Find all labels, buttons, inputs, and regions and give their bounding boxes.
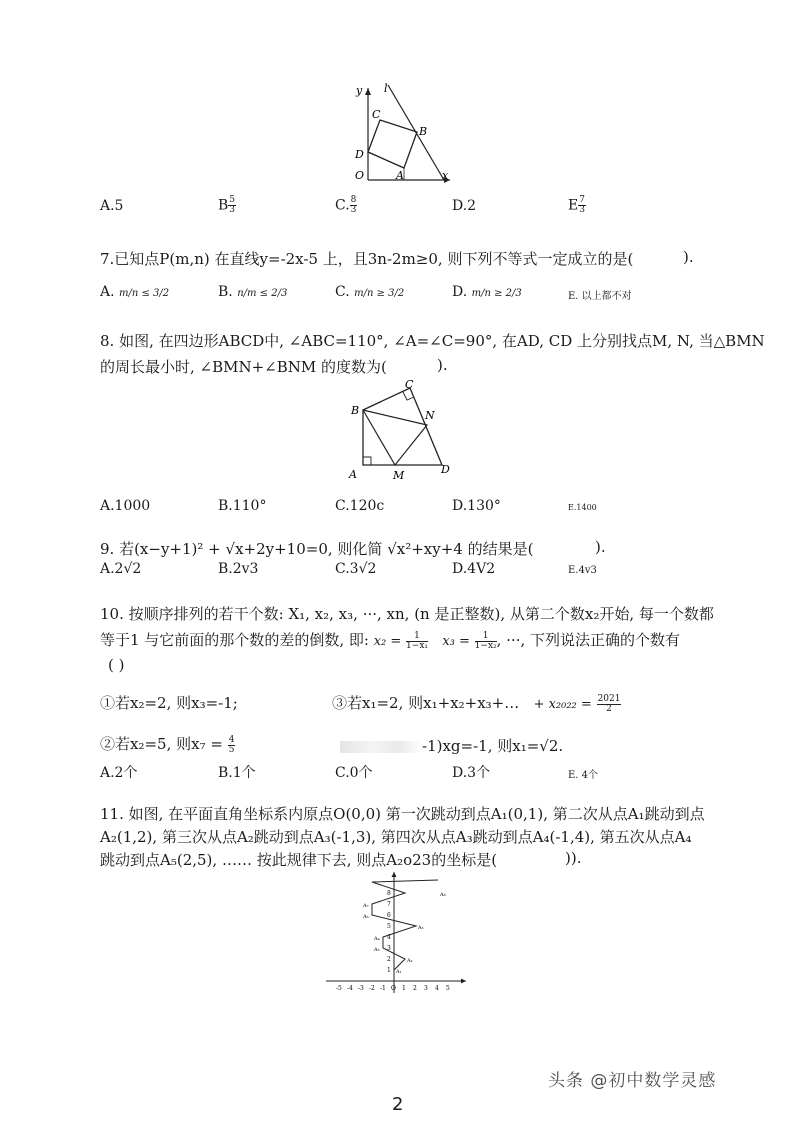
fig11-xtick-label: O	[391, 985, 396, 992]
q10-fraction-1-num: 1	[406, 632, 428, 642]
q7-option-c	[335, 284, 404, 300]
q9-option-a: A.2√2	[100, 561, 142, 577]
q10-statement-4-blurred-start	[340, 741, 422, 753]
q7-option-a-expr: m/n ≤ 3/2	[119, 288, 170, 299]
q10-statement-4-text: -1)xg=-1, 则x₁=√2.	[422, 737, 564, 755]
q7-option-a-label: A.	[100, 284, 115, 300]
q10-line1: 10. 按顺序排列的若干个数: X₁, x₂, x₃, ···, xn, (n 是正整数), 从第二个数x₂开始, 每一个数都	[100, 605, 714, 623]
q10-line2-tail: , ···, 下列说法正确的个数有	[496, 631, 681, 649]
q10-line2-text: 等于1 与它前面的那个数的差的倒数, 即:	[100, 631, 369, 649]
fig11-point-label: A₅	[418, 925, 424, 931]
q6-option-e-num: 7	[579, 195, 585, 205]
fig11-ytick-label: 1	[387, 967, 391, 974]
q10-statement-3-sum: + x₂₀₂₂ =	[533, 697, 592, 712]
fig11-xtick-label: 5	[446, 985, 450, 992]
q7-option-d-label: D.	[452, 284, 468, 300]
fig8-label-a: A	[349, 468, 357, 481]
q7-option-e: E. 以上都不对	[568, 291, 632, 302]
q10-fraction-2-num: 1	[475, 632, 497, 642]
q10-fraction-1	[406, 632, 428, 651]
q10-answer-paren: ( )	[108, 656, 125, 674]
q10-x3: x₃ =	[442, 634, 470, 649]
fig11-labels	[362, 892, 446, 975]
q9-stem: 9. 若(x−y+1)² + √x+2y+10=0, 则化简 √x²+xy+4 的结果是(	[100, 540, 534, 558]
q6-option-e-den: 3	[579, 205, 585, 215]
fig11-xtick-label: 1	[402, 985, 406, 992]
q6-option-d: D.2	[452, 198, 477, 214]
fig11-xtick-label: -2	[369, 985, 375, 992]
q8-option-e: E.1400	[568, 503, 597, 512]
fig11-xtick-label: 3	[424, 985, 428, 992]
fig11-ytick-label: 6	[387, 912, 391, 919]
q10-fraction-2-den: 1−x₂	[474, 640, 497, 651]
q10-statement-3-den: 2	[606, 703, 612, 714]
q10-statement-2-text: ②若x₂=5, 则x₇ =	[100, 735, 223, 753]
q10-option-e: E. 4个	[568, 770, 599, 781]
q10-statement-1: ①若x₂=2, 则x₃=-1;	[100, 694, 238, 712]
fig11-ytick-label: 7	[387, 901, 391, 908]
fig11-point-label: A₆	[363, 914, 369, 920]
fig11-xtick-label: 2	[413, 985, 417, 992]
q7-option-b-label: B.	[218, 284, 233, 300]
q10-statement-2-num: 4	[228, 734, 235, 745]
q6-option-c-fraction	[350, 196, 358, 215]
fig6-label-x: x	[442, 169, 449, 182]
fig11-xtick-label: -1	[380, 985, 386, 992]
fig11-point-label: A₇	[363, 903, 369, 909]
page-number: 2	[392, 1094, 404, 1115]
fig6-label-o: O	[355, 169, 365, 182]
fig6-label-a: A	[396, 169, 404, 182]
q9-option-c: C.3√2	[335, 561, 377, 577]
fig8-label-b: B	[351, 404, 360, 417]
q6-option-b-fraction	[228, 196, 236, 215]
q6-option-a: A.5	[100, 198, 124, 214]
fig11-ytick-label: 8	[387, 890, 391, 897]
fig8-label-n: N	[425, 409, 435, 422]
q10-line2	[100, 629, 680, 651]
fig6-label-d: D	[355, 148, 364, 161]
q7-option-c-label: C.	[335, 284, 350, 300]
fig11-ytick-label: 3	[387, 945, 391, 952]
fig11-point-label: A₁	[396, 969, 402, 975]
q7-option-b	[218, 284, 287, 300]
q10-option-d: D.3个	[452, 765, 491, 781]
q6-option-b-num: 5	[229, 195, 236, 205]
fig11-xtick-label: -4	[347, 985, 353, 992]
q7-stem-end: ).	[683, 248, 694, 266]
q10-statement-3-text: ③若x₁=2, 则x₁+x₂+x₃+…	[332, 694, 520, 712]
q10-statement-4	[340, 735, 563, 756]
q8-option-d: D.130°	[452, 498, 501, 514]
fig11-xtick-label: 4	[435, 985, 439, 992]
fig11-xtick-label: -5	[336, 985, 342, 992]
q6-option-b	[218, 196, 236, 215]
fig11-ytick-label: 2	[387, 956, 391, 963]
q8-line2: 的周长最小时, ∠BMN+∠BNM 的度数为(	[100, 358, 387, 376]
q10-fraction-2	[475, 632, 497, 651]
q10-option-c: C.0个	[335, 765, 373, 781]
q9-option-b: B.2v3	[218, 561, 259, 577]
q6-option-c-num: 8	[350, 195, 357, 205]
q10-statement-3-num: 2021	[597, 693, 621, 704]
fig11-point-label: A₂	[407, 958, 413, 964]
q9-stem-end: ).	[595, 538, 606, 556]
q6-option-b-prefix: B	[218, 197, 229, 214]
q10-statement-3-fraction	[597, 695, 622, 714]
q10-option-a: A.2个	[100, 765, 138, 781]
fig6-label-b: B	[419, 125, 428, 138]
fig8-label-m: M	[393, 469, 405, 482]
q11-line1: 11. 如图, 在平面直角坐标系内原点O(0,0) 第一次跳动到点A₁(0,1), 第二次从点A₁跳动到点	[100, 805, 705, 823]
q8-line2-end: ).	[437, 356, 448, 374]
q8-option-c: C.120c	[335, 498, 385, 514]
q7-option-d	[452, 284, 522, 300]
q6-option-c	[335, 196, 357, 215]
q11-line3-end: )).	[565, 849, 582, 867]
q8-figure	[345, 380, 460, 485]
q7-option-b-expr: n/m ≤ 2/3	[237, 288, 288, 299]
fig6-label-y: y	[356, 84, 363, 97]
q10-statement-2-fraction	[228, 736, 236, 755]
q8-option-a: A.1000	[100, 498, 151, 514]
fig11-point-label: A₃	[374, 947, 380, 953]
fig11-xtick-label: -3	[358, 985, 364, 992]
q11-figure	[320, 868, 470, 1003]
q10-statement-3	[332, 692, 621, 714]
q8-option-b: B.110°	[218, 498, 267, 514]
fig11-point-label: A₈	[440, 892, 446, 898]
q7-stem: 7.已知点P(m,n) 在直线y=-2x-5 上，且3n-2m≥0, 则下列不等式一定成立的是(	[100, 250, 634, 268]
q10-option-b: B.1个	[218, 765, 256, 781]
q9-option-d: D.4V2	[452, 561, 496, 577]
q7-option-a	[100, 284, 169, 300]
q6-option-c-prefix: C.	[335, 197, 350, 214]
q10-fraction-1-den: 1−x₁	[406, 640, 428, 651]
q6-option-e-prefix: E	[568, 197, 579, 214]
fig8-label-d: D	[441, 463, 450, 476]
fig6-label-c: C	[372, 108, 381, 121]
q6-option-e	[568, 196, 586, 215]
fig11-ytick-label: 4	[387, 934, 391, 941]
q11-line3: 跳动到点A₅(2,5), …… 按此规律下去, 则点A₂o23的坐标是(	[100, 851, 498, 869]
fig11-point-label: A₄	[374, 936, 380, 942]
q11-line2: A₂(1,2), 第三次从点A₂跳动到点A₃(-1,3), 第四次从点A₃跳动到点A₄(-1,4), 第五次从点A₄	[100, 828, 692, 846]
q6-figure	[350, 80, 460, 190]
fig11-ytick-label: 5	[387, 923, 391, 930]
fig8-label-c: C	[405, 380, 414, 391]
q7-option-c-expr: m/n ≥ 3/2	[354, 288, 405, 299]
q9-option-e: E.4v3	[568, 565, 597, 576]
watermark-text: 头条 @初中数学灵感	[548, 1071, 717, 1091]
q6-option-e-fraction	[578, 196, 586, 215]
q10-statement-2-den: 5	[228, 744, 235, 755]
q10-x2: x₂ =	[373, 634, 402, 649]
q6-option-c-den: 3	[350, 205, 357, 215]
fig6-label-l: l	[384, 82, 388, 95]
q10-statement-2	[100, 733, 235, 755]
q6-option-b-den: 3	[229, 205, 236, 215]
fig11-ticks	[336, 890, 450, 992]
q8-line1: 8. 如图, 在四边形ABCD中, ∠ABC=110°, ∠A=∠C=90°, 在AD, CD 上分别找点M, N, 当△BMN	[100, 332, 765, 350]
q7-option-d-expr: m/n ≥ 2/3	[471, 288, 522, 299]
